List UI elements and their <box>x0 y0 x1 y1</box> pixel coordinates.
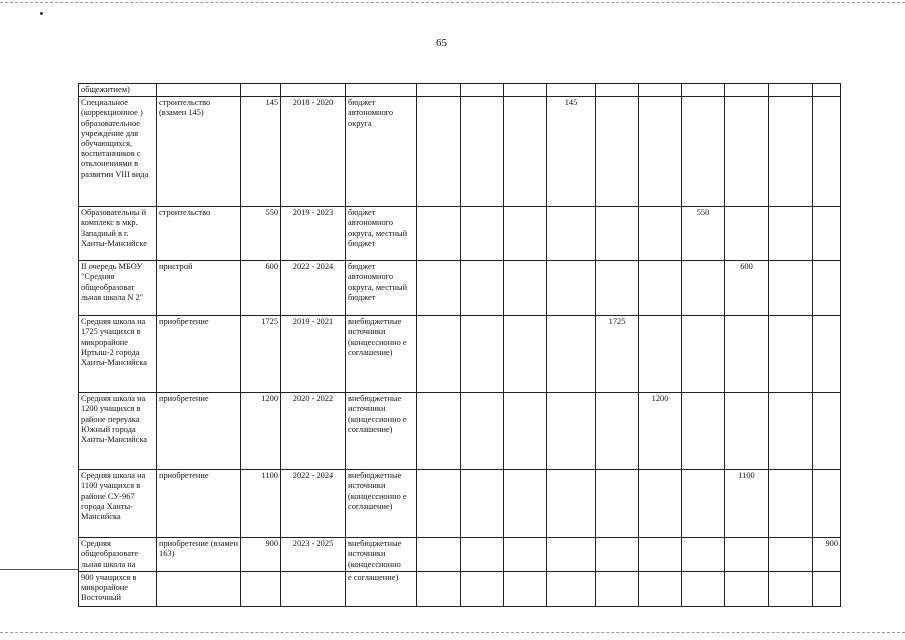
table-row <box>79 207 841 261</box>
value-cell <box>461 538 504 572</box>
value-cell <box>417 207 461 261</box>
table-row <box>79 97 841 207</box>
value-cell <box>682 470 725 538</box>
table-row <box>79 84 841 97</box>
years-cell: 2019 - 2021 <box>281 316 346 393</box>
capacity-cell: 550 <box>241 207 281 261</box>
capacity-cell: 1100 <box>241 470 281 538</box>
value-cell <box>596 97 639 207</box>
value-cell <box>639 207 682 261</box>
value-cell <box>417 84 461 97</box>
value-cell <box>504 470 547 538</box>
value-cell <box>547 571 596 606</box>
value-cell <box>725 84 769 97</box>
value-cell <box>682 538 725 572</box>
funding-source-cell: бюджет автономного округа, местный бюджет <box>346 207 417 261</box>
value-cell <box>461 571 504 606</box>
value-cell <box>417 571 461 606</box>
work-type-cell: строительство (взамен 145) <box>157 97 241 207</box>
value-cell <box>769 538 813 572</box>
value-cell <box>504 97 547 207</box>
value-cell <box>547 207 596 261</box>
value-cell <box>682 97 725 207</box>
value-cell <box>417 316 461 393</box>
value-cell <box>461 97 504 207</box>
years-cell: 2022 - 2024 <box>281 261 346 316</box>
capacity-cell: 145 <box>241 97 281 207</box>
funding-source-cell: внебюджетные источники (концессионно е соглашение) <box>346 470 417 538</box>
value-cell <box>461 393 504 470</box>
value-cell <box>682 261 725 316</box>
value-cell <box>639 261 682 316</box>
page-number: 65 <box>436 37 447 49</box>
value-cell <box>547 261 596 316</box>
value-cell <box>417 393 461 470</box>
capacity-cell <box>241 84 281 97</box>
value-cell <box>769 316 813 393</box>
value-cell <box>639 84 682 97</box>
years-cell: 2020 - 2022 <box>281 393 346 470</box>
value-cell <box>769 97 813 207</box>
value-cell <box>547 470 596 538</box>
value-cell <box>596 84 639 97</box>
value-cell: 1725 <box>596 316 639 393</box>
object-name-cell: общежитием) <box>79 84 157 97</box>
margin-line <box>0 569 78 570</box>
value-cell <box>639 316 682 393</box>
value-cell <box>682 84 725 97</box>
value-cell <box>417 97 461 207</box>
value-cell <box>504 316 547 393</box>
capacity-cell: 1725 <box>241 316 281 393</box>
work-type-cell <box>157 84 241 97</box>
schools-table <box>78 83 841 607</box>
value-cell <box>725 97 769 207</box>
value-cell <box>813 571 841 606</box>
years-cell: 2022 - 2024 <box>281 470 346 538</box>
value-cell <box>725 571 769 606</box>
value-cell <box>547 84 596 97</box>
years-cell <box>281 571 346 606</box>
value-cell <box>461 261 504 316</box>
work-type-cell: приобретение (взамен 163) <box>157 538 241 572</box>
value-cell <box>682 393 725 470</box>
value-cell <box>725 393 769 470</box>
value-cell <box>813 316 841 393</box>
capacity-cell: 900 <box>241 538 281 572</box>
value-cell: 600 <box>725 261 769 316</box>
value-cell <box>769 207 813 261</box>
value-cell <box>596 538 639 572</box>
value-cell <box>639 538 682 572</box>
value-cell <box>596 261 639 316</box>
value-cell <box>725 538 769 572</box>
value-cell <box>417 538 461 572</box>
value-cell <box>547 538 596 572</box>
value-cell: 1100 <box>725 470 769 538</box>
value-cell <box>682 316 725 393</box>
years-cell <box>281 84 346 97</box>
funding-source-cell: бюджет автономного округа, местный бюджет <box>346 261 417 316</box>
capacity-cell: 600 <box>241 261 281 316</box>
scan-speck <box>40 12 43 15</box>
funding-source-cell: бюджет автономного округа <box>346 97 417 207</box>
value-cell <box>461 316 504 393</box>
value-cell <box>547 316 596 393</box>
capacity-cell: 1200 <box>241 393 281 470</box>
object-name-cell: II очередь МБОУ "Средняя общеобразоват льная школа N 2" <box>79 261 157 316</box>
object-name-cell: Средняя общеобразовате льная школа на <box>79 538 157 572</box>
value-cell <box>725 207 769 261</box>
value-cell <box>769 393 813 470</box>
funding-source-cell: е соглашение) <box>346 571 417 606</box>
value-cell <box>504 538 547 572</box>
value-cell <box>461 470 504 538</box>
value-cell <box>596 207 639 261</box>
years-cell: 2019 - 2023 <box>281 207 346 261</box>
value-cell <box>639 97 682 207</box>
value-cell <box>813 470 841 538</box>
table-row <box>79 261 841 316</box>
capacity-cell <box>241 571 281 606</box>
funding-source-cell: внебюджетные источники (концессионно е соглашение) <box>346 316 417 393</box>
value-cell <box>769 84 813 97</box>
value-cell <box>461 207 504 261</box>
value-cell <box>639 571 682 606</box>
value-cell <box>639 470 682 538</box>
value-cell <box>596 393 639 470</box>
funding-source-cell: внебюджетные источники (концессионно <box>346 538 417 572</box>
work-type-cell: приобретение <box>157 393 241 470</box>
object-name-cell: Средняя школа на 1200 учащихся в районе переулка Южный города Ханты-Мансийска <box>79 393 157 470</box>
value-cell <box>547 393 596 470</box>
years-cell: 2023 - 2025 <box>281 538 346 572</box>
work-type-cell: строительство <box>157 207 241 261</box>
table-row <box>79 316 841 393</box>
value-cell <box>504 207 547 261</box>
value-cell <box>682 571 725 606</box>
value-cell <box>504 261 547 316</box>
value-cell <box>769 571 813 606</box>
value-cell <box>417 470 461 538</box>
value-cell: 145 <box>547 97 596 207</box>
value-cell: 1200 <box>639 393 682 470</box>
table-row <box>79 470 841 538</box>
value-cell: 550 <box>682 207 725 261</box>
object-name-cell: Специальное (коррекционное ) образовательное учреждение для обучающихся, воспитанников с отклонениями в развитии VIII вида <box>79 97 157 207</box>
value-cell <box>596 571 639 606</box>
work-type-cell: приобретение <box>157 316 241 393</box>
value-cell <box>461 84 504 97</box>
object-name-cell: Образовательны й комплекс в мкр. Западный в г. Ханты-Мансийске <box>79 207 157 261</box>
table-row <box>79 571 841 606</box>
funding-source-cell <box>346 84 417 97</box>
value-cell <box>813 97 841 207</box>
work-type-cell: приобретение <box>157 470 241 538</box>
value-cell <box>504 84 547 97</box>
value-cell <box>813 261 841 316</box>
funding-source-cell: внебюджетные источники (концессионно е соглашение) <box>346 393 417 470</box>
value-cell <box>769 261 813 316</box>
value-cell <box>504 571 547 606</box>
value-cell: 900 <box>813 538 841 572</box>
object-name-cell: Средняя школа на 1725 учащихся в микрорайоне Иртыш-2 города Ханты-Мансийска <box>79 316 157 393</box>
table-row <box>79 393 841 470</box>
value-cell <box>769 470 813 538</box>
top-scan-edge <box>0 2 905 3</box>
value-cell <box>417 261 461 316</box>
table-body <box>79 84 841 607</box>
years-cell: 2018 - 2020 <box>281 97 346 207</box>
value-cell <box>596 470 639 538</box>
object-name-cell: 900 учащихся в микрорайоне Восточный <box>79 571 157 606</box>
value-cell <box>813 393 841 470</box>
table-row <box>79 538 841 572</box>
value-cell <box>504 393 547 470</box>
work-type-cell: пристрой <box>157 261 241 316</box>
bottom-scan-edge <box>0 632 905 633</box>
value-cell <box>725 316 769 393</box>
object-name-cell: Средняя школа на 1100 учащихся в районе СУ-967 города Ханты-Мансийска <box>79 470 157 538</box>
value-cell <box>813 207 841 261</box>
work-type-cell <box>157 571 241 606</box>
value-cell <box>813 84 841 97</box>
